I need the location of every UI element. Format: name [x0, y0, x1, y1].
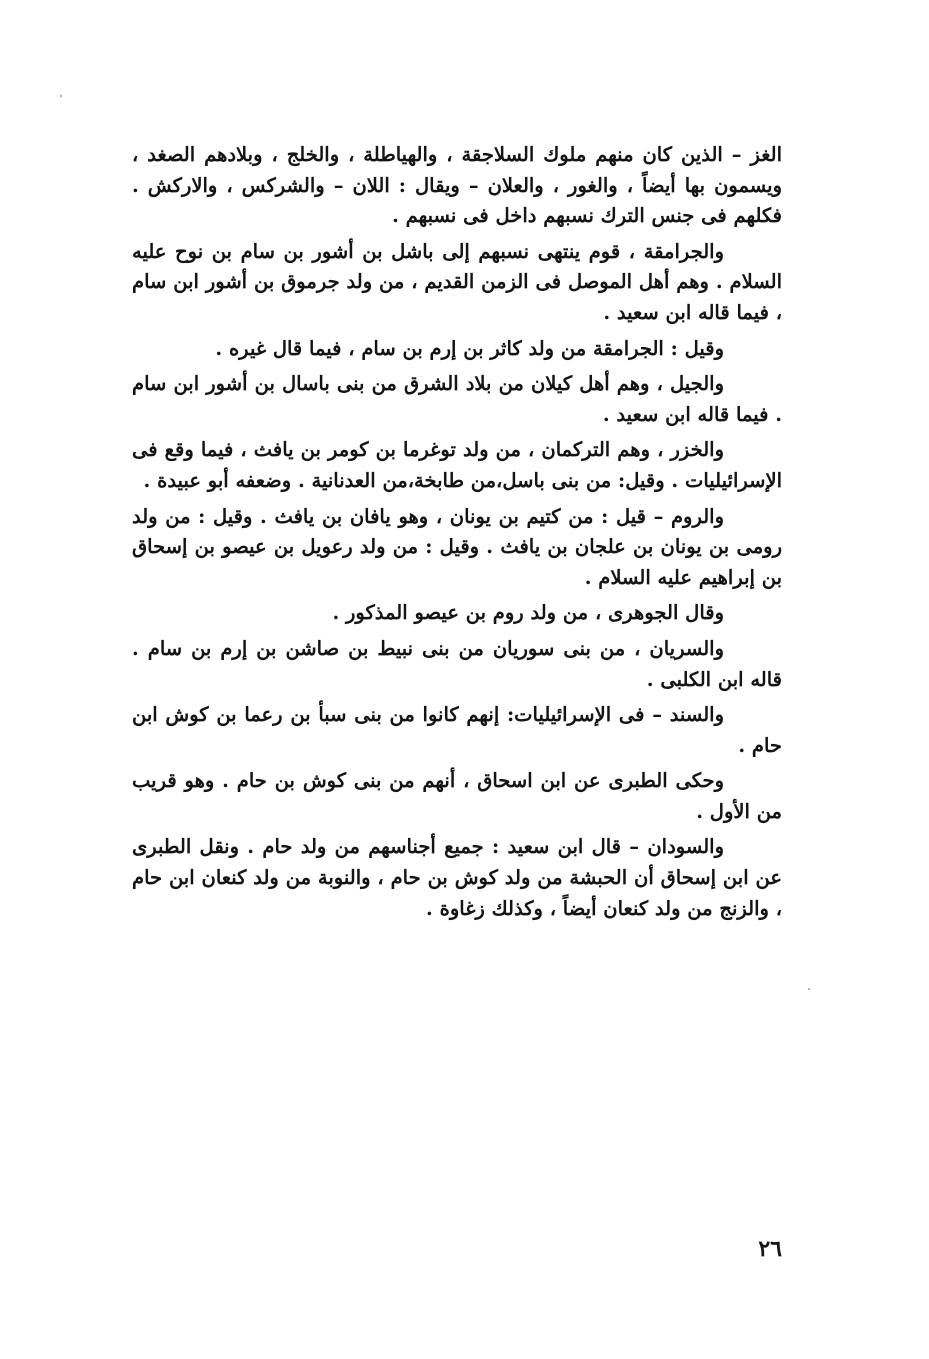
paragraph-ghuzz: الغز – الذين كان منهم ملوك السلاجقة ، والهياطلة ، والخلج ، وبلادهم الصغد ، ويسمون بها أيضاً ، والغور ، والعلان – ويقال : اللان – والشركس ، والاركش . فكلهم فى جنس الترك نسبهم داخل فى نسبهم . — [132, 143, 782, 228]
paragraph-jaramiqa-alt: وقيل : الجرامقة من ولد كاثر بن إرم بن سام ، فيما قال غيره . — [215, 336, 724, 360]
paragraph-sudan: والسودان – قال ابن سعيد : جميع أجناسهم من ولد حام . ونقل الطبرى عن ابن إسحاق أن الحبشة من ولد كوش بن حام ، والنوبة من ولد كنعان ابن حام ، والزنج من ولد كنعان أيضاً ، وكذلك زغاوة . — [132, 835, 782, 920]
paragraph-rum: والروم – قيل : من كتيم بن يونان ، وهو يافان بن يافث . وقيل : من ولد رومى بن يونان بن علجان بن يافث . وقيل : من ولد رعويل بن عيصو بن إسحاق بن إبراهيم عليه السلام . — [132, 504, 782, 589]
paragraph-khazar: والخزر ، وهم التركمان ، من ولد توغرما بن كومر بن يافث ، فيما وقع فى الإسرائيليات . وقيل: من بنى باسل،من طابخة،من العدنانية . وضعفه أبو عبيدة . — [132, 438, 782, 492]
body-text — [132, 140, 782, 924]
paragraph-suryan: والسريان ، من بنى سوريان من بنى نبيط بن صاشن بن إرم بن سام . قاله ابن الكلبى . — [132, 636, 782, 691]
paragraph-jaramiqa: والجرامقة ، قوم ينتهى نسبهم إلى باشل بن أشور بن سام بن نوح عليه السلام . وهم أهل الموصل فى الزمن القديم ، من ولد جرموق بن أشور ابن سام ، فيما قاله ابن سعيد . — [132, 239, 782, 324]
paragraph-sind: والسند – فى الإسرائيليات: إنهم كانوا من بنى سبأ بن رعما بن كوش ابن حام . — [132, 703, 782, 757]
paragraph-jawhari: وقال الجوهرى ، من ولد روم بن عيصو المذكور . — [332, 601, 724, 625]
paragraph-tabari: وحكى الطبرى عن ابن اسحاق ، أنهم من بنى كوش بن حام . وهو قريب من الأول . — [132, 769, 782, 823]
paragraph-jil: والجيل ، وهم أهل كيلان من بلاد الشرق من بنى باسال بن أشور ابن سام . فيما قاله ابن سعيد . — [132, 372, 782, 426]
scan-speck — [60, 95, 62, 97]
page-number: ٢٦ — [758, 1236, 782, 1262]
scan-speck — [808, 988, 810, 990]
